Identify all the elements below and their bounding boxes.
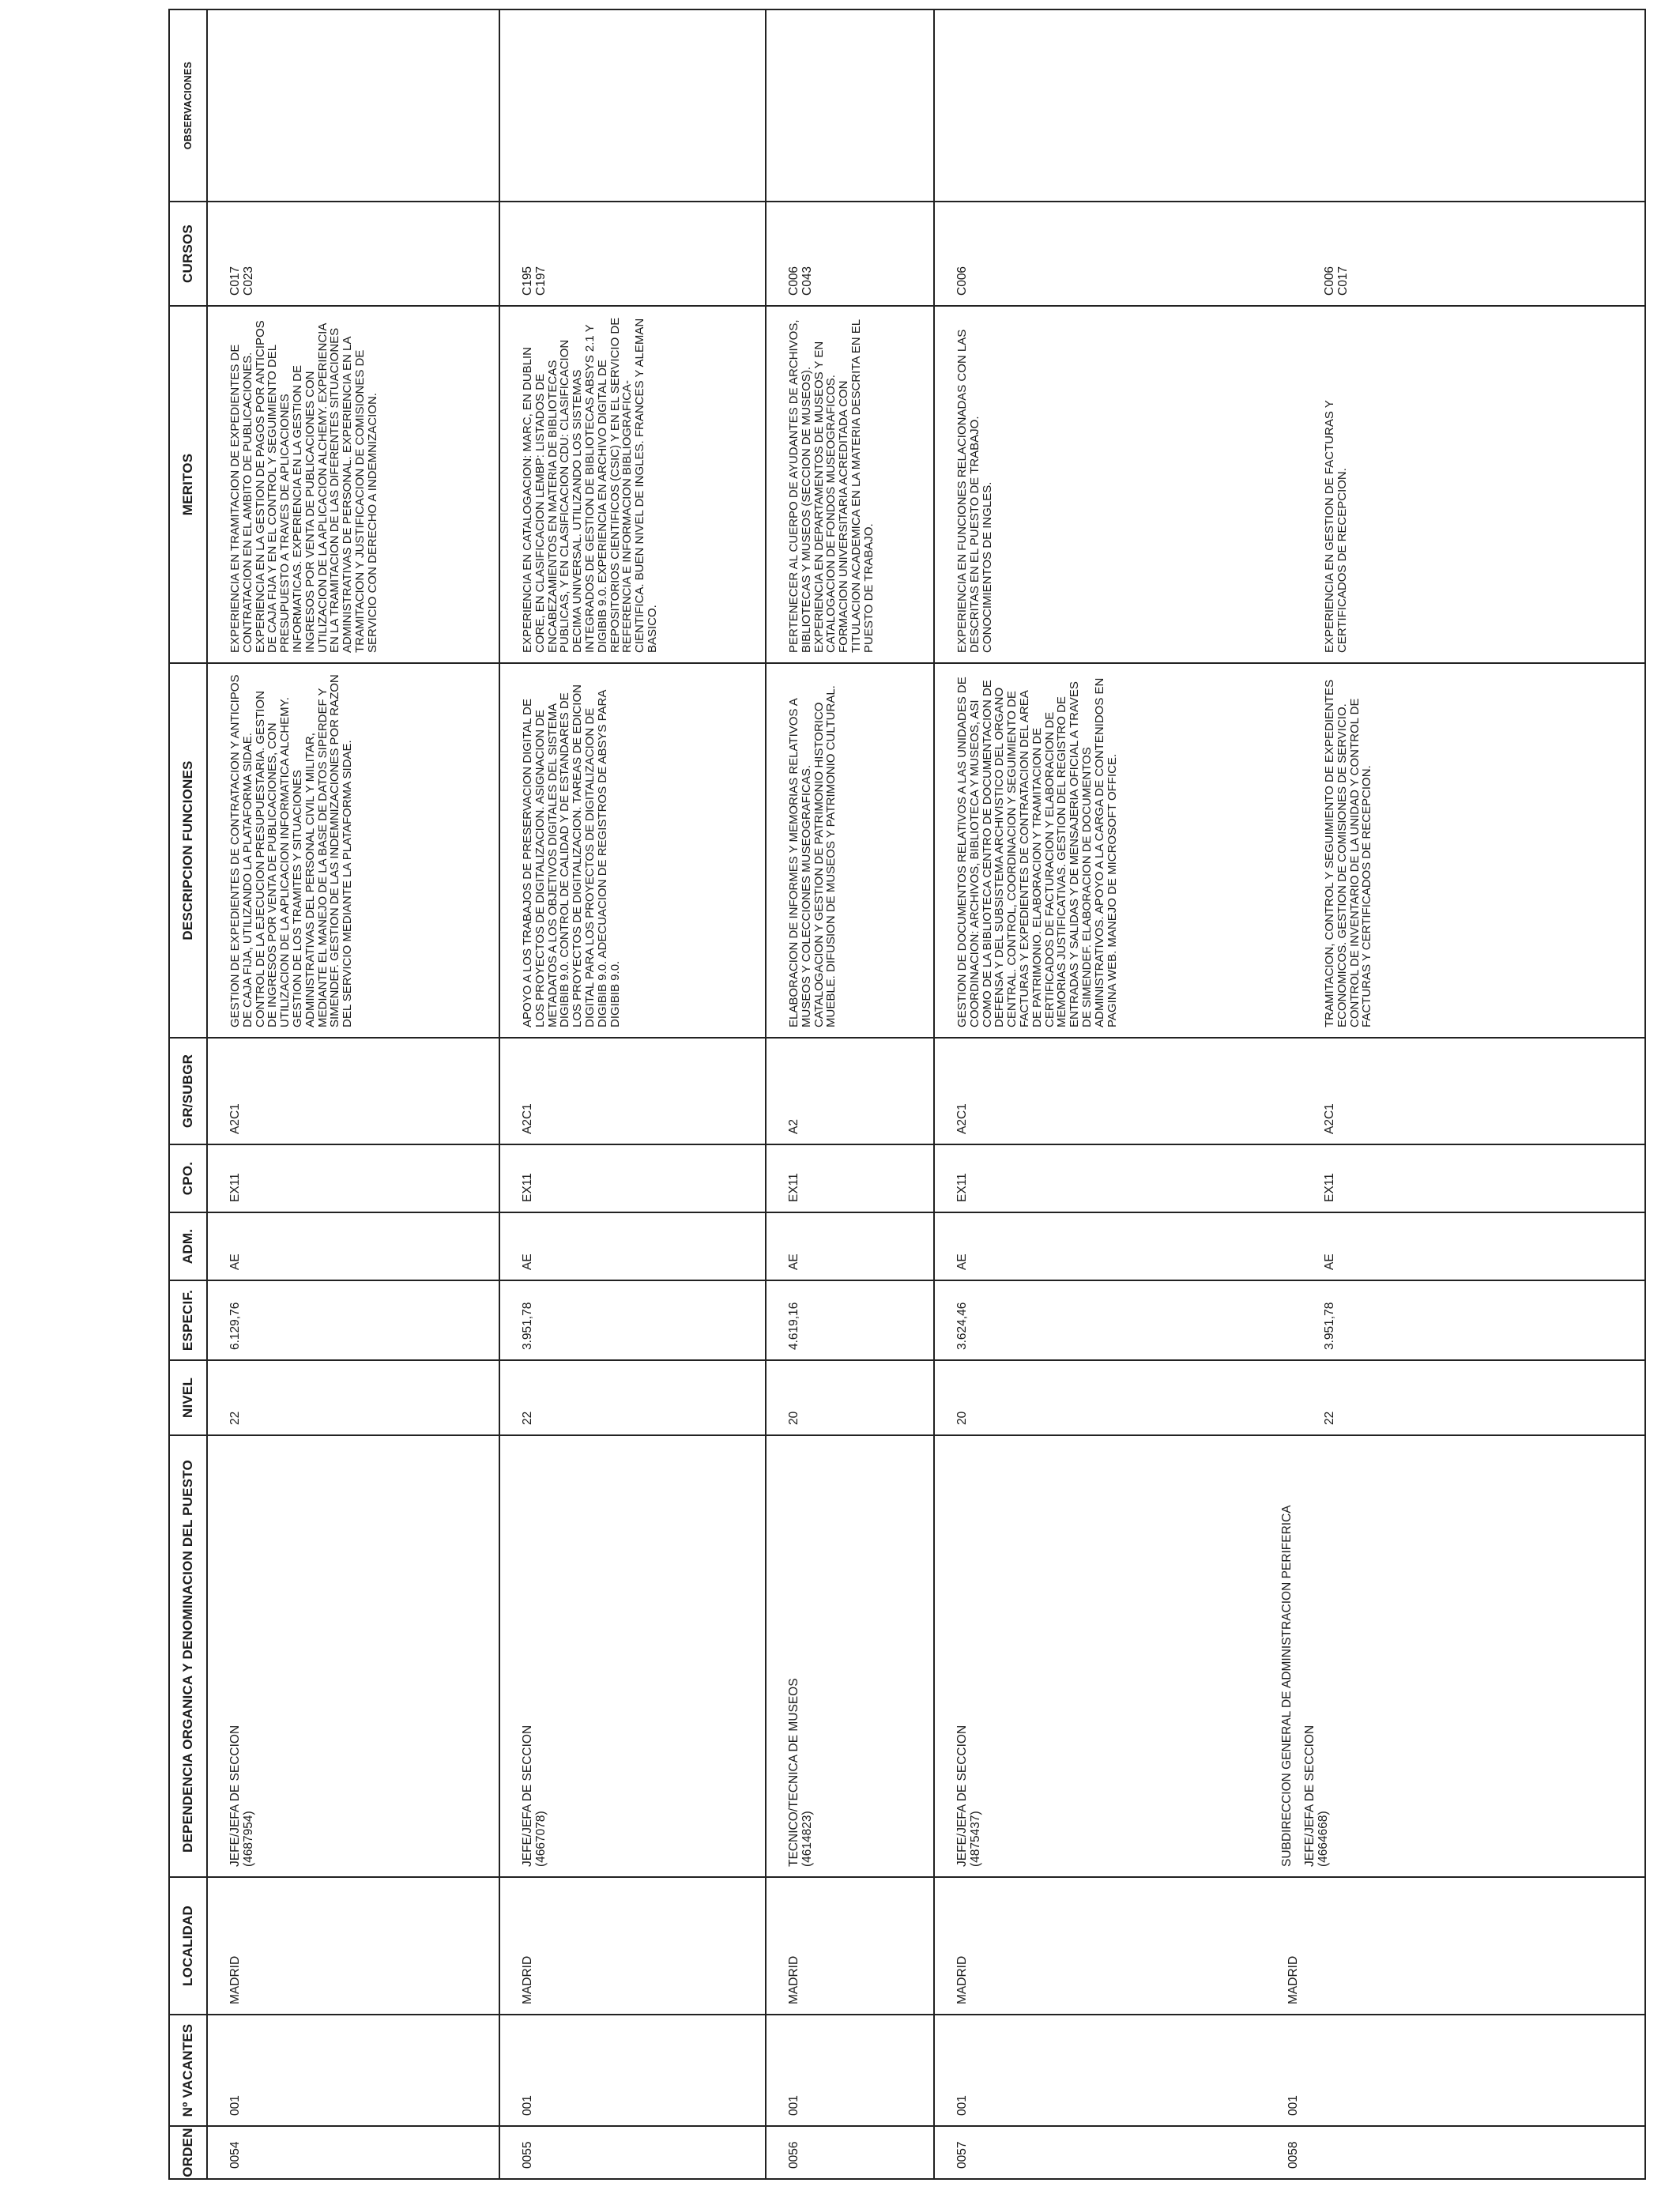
cell-adm: AE bbox=[521, 1253, 534, 1270]
header-observaciones: OBSERVACIONES bbox=[169, 9, 207, 202]
cell-nivel: 20 bbox=[787, 1411, 800, 1425]
cell-orden: 0055 bbox=[521, 2141, 534, 2169]
cell-nivel: 20 bbox=[955, 1411, 969, 1425]
header-cursos: CURSOS bbox=[169, 202, 207, 306]
cell-cursos bbox=[208, 202, 262, 305]
cell-cpo: EX11 bbox=[1323, 1173, 1336, 1202]
header-grupo: GR/SUBGR bbox=[169, 1038, 207, 1144]
header-meritos: MERITOS bbox=[169, 306, 207, 663]
cell-especif: 4.619,16 bbox=[787, 1302, 800, 1350]
cell-puesto: JEFE/JEFA DE SECCION bbox=[955, 1725, 969, 1867]
cell-dependencia bbox=[935, 1436, 989, 1876]
curso-code: C017 bbox=[228, 266, 242, 296]
cell-cpo: EX11 bbox=[228, 1173, 242, 1202]
cell-dependencia bbox=[1294, 1436, 1336, 1876]
cell-localidad: MADRID bbox=[228, 1955, 242, 2004]
cell-codigo: (4875437) bbox=[968, 1811, 982, 1867]
table-row bbox=[766, 9, 934, 2179]
cell-nivel: 22 bbox=[1323, 1411, 1336, 1425]
cell-nivel: 22 bbox=[228, 1411, 242, 1425]
cell-especif: 3.624,46 bbox=[955, 1302, 969, 1350]
cell-cpo: EX11 bbox=[955, 1173, 969, 1202]
cell-observaciones bbox=[1266, 10, 1294, 201]
cell-puesto: TECNICO/TECNICA DE MUSEOS bbox=[787, 1678, 800, 1867]
cell-observaciones bbox=[208, 10, 235, 201]
cell-vacantes: 001 bbox=[787, 2095, 800, 2116]
rotated-table-wrapper bbox=[168, 10, 1646, 2180]
header-cpo: CPO. bbox=[169, 1144, 207, 1212]
cell-dependencia bbox=[208, 1436, 262, 1876]
cell-orden: 0058 bbox=[1286, 2141, 1300, 2169]
cell-meritos: EXPERIENCIA EN TRAMITACION DE EXPEDIENTES DE CONTRATACION EN EL AMBITO DE PUBLICACIONES. EXPERIENCIA EN LA GESTION DE PAGOS POR ANTICIPOS DE CAJA FIJA Y EN EL CONTROL Y SEGUIMIENTO DEL PRESUPUESTO A TRAVES DE APLICACIONES INFORMATICAS. EXPERIENCIA EN LA GESTION DE INGRESOS POR VENTA DE PUBLICACIONES CON UTILIZACION DE LA APLICACION ALCHEMY. EXPERIENCIA EN LA TRAMITACION DE LAS DIFERENTES SITUACIONES ADMINISTRATIVAS DE PERSONAL. EXPERIENCIA EN LA TRAMITACION Y JUSTIFICACION DE COMISIONES DE SERVICIO CON DERECHO A INDEMNIZACION. bbox=[228, 320, 379, 653]
cell-dependencia bbox=[500, 1436, 554, 1876]
table-row bbox=[934, 9, 1266, 2179]
cell-adm: AE bbox=[787, 1253, 800, 1270]
cell-localidad: MADRID bbox=[787, 1955, 800, 2004]
cell-localidad: MADRID bbox=[1286, 1955, 1300, 2004]
cell-grupo: A2C1 bbox=[1323, 1103, 1336, 1134]
cell-cpo: EX11 bbox=[787, 1173, 800, 1202]
curso-code: C197 bbox=[533, 266, 548, 296]
cell-grupo: A2 bbox=[787, 1119, 800, 1134]
curso-code: C043 bbox=[800, 266, 814, 296]
cell-puesto: JEFE/JEFA DE SECCION bbox=[521, 1725, 534, 1867]
header-funciones: DESCRIPCION FUNCIONES bbox=[169, 663, 207, 1038]
section-heading: SUBDIRECCION GENERAL DE ADMINISTRACION PERIFERICA bbox=[1280, 1505, 1294, 1867]
header-row bbox=[169, 9, 207, 2179]
header-orden: ORDEN bbox=[169, 2126, 207, 2179]
header-especif: ESPECIF. bbox=[169, 1280, 207, 1360]
curso-code: C195 bbox=[521, 266, 534, 296]
cell-cpo: EX11 bbox=[521, 1173, 534, 1202]
cell-vacantes: 001 bbox=[521, 2095, 534, 2116]
cell-nivel: 22 bbox=[521, 1411, 534, 1425]
header-adm: ADM. bbox=[169, 1212, 207, 1280]
cell-observaciones bbox=[935, 10, 962, 201]
cell-vacantes: 001 bbox=[228, 2095, 242, 2116]
cell-cursos bbox=[1266, 202, 1356, 305]
cell-meritos: EXPERIENCIA EN FUNCIONES RELACIONADAS CON LAS DESCRITAS EN EL PUESTO DE TRABAJO. CONOCIMIENTOS DE INGLES. bbox=[955, 329, 994, 653]
cell-localidad: MADRID bbox=[955, 1955, 969, 2004]
cell-adm: AE bbox=[955, 1253, 969, 1270]
cell-cursos bbox=[767, 202, 820, 305]
cell-vacantes: 001 bbox=[1286, 2095, 1300, 2116]
cell-puesto: JEFE/JEFA DE SECCION bbox=[228, 1725, 242, 1867]
cell-grupo: A2C1 bbox=[521, 1103, 534, 1134]
cell-localidad: MADRID bbox=[521, 1955, 534, 2004]
header-localidad: LOCALIDAD bbox=[169, 1877, 207, 2015]
cell-funciones: APOYO A LOS TRABAJOS DE PRESERVACION DIGITAL DE LOS PROYECTOS DE DIGITALIZACION. ASIGNACION DE METADATOS A LOS OBJETIVOS DIGITALES DEL SISTEMA DIGIBIB 9.0. CONTROL DE CALIDAD Y DE ESTANDARES DE LOS PROYECTOS DE DIGITALIZACION. TAREAS DE EDICION DIGITAL PARA LOS PROYECTOS DE DIGITALIZACION DE DIGIBIB 9.0. ADECUACION DE REGISTROS DE ABSYS PARA DIGIBIB 9.0. bbox=[521, 684, 622, 1027]
cell-meritos: EXPERIENCIA EN CATALOGACION: MARC, EN DUBLIN CORE, EN CLASIFICACION LEMBP: LISTADOS DE ENCABEZAMIENTOS EN MATERIA DE BIBLIOTECAS PUBLICAS, Y EN CLASIFICACION CDU: CLASIFICACION DECIMA UNIVERSAL. UTILIZANDO LOS SISTEMAS INTEGRADOS DE GESTION DE BIBLIOTECAS ABSYS 2.1 Y DIGIBIB 9.0. EXPERIENCIA EN ARCHIVO DIGITAL DE REPOSITORIOS CIENTIFICOS (CSIC) Y EN EL SERVICIO DE REFERENCIA E INFORMACION BIBLIOGRAFICA-CIENTIFICA. BUEN NIVEL DE INGLES. FRANCES Y ALEMAN BASICO. bbox=[521, 317, 659, 653]
cell-especif: 3.951,78 bbox=[521, 1302, 534, 1350]
cell-cursos bbox=[500, 202, 554, 305]
cell-codigo: (4667078) bbox=[533, 1811, 548, 1867]
curso-code: C023 bbox=[241, 266, 255, 296]
cell-dependencia bbox=[767, 1436, 820, 1876]
cell-grupo: A2C1 bbox=[228, 1103, 242, 1134]
cell-cursos bbox=[935, 202, 976, 305]
header-nivel: NIVEL bbox=[169, 1360, 207, 1435]
cell-observaciones bbox=[767, 10, 794, 201]
cell-puesto: JEFE/JEFA DE SECCION bbox=[1303, 1725, 1317, 1867]
table-row bbox=[1266, 9, 1645, 2179]
cell-grupo: A2C1 bbox=[955, 1103, 969, 1134]
cell-orden: 0057 bbox=[955, 2141, 969, 2169]
cell-codigo: (4614823) bbox=[800, 1811, 814, 1867]
cell-codigo: (4687954) bbox=[241, 1811, 255, 1867]
cell-funciones: GESTION DE DOCUMENTOS RELATIVOS A LAS UNIDADES DE COORDINACION: ARCHIVOS, BIBLIOTECA Y MUSEOS, ASI COMO DE LA BIBLIOTECA CENTRO DE DOCUMENTACION DE DEFENSA Y DEL SUBSISTEMA ARCHIVISTICO DEL ORGANO CENTRAL. CONTROL, COORDINACION Y SEGUIMIENTO DE FACTURAS Y EXPEDIENTES DE CONTRATACION DEL AREA DE PATRIMONIO. ELABORACION Y TRAMITACION DE CERTIFICADOS DE FACTURACION Y ELABORACION DE MEMORIAS JUSTIFICATIVAS. GESTION DEL REGISTRO DE ENTRADAS Y SALIDAS Y DE MENSAJERIA OFICIAL A TRAVES DE SIMENDEF. ELABORACION DE DOCUMENTOS ADMINISTRATIVOS. APOYO A LA CARGA DE CONTENIDOS EN PAGINA WEB. MANEJO DE MICROSOFT OFFICE. bbox=[955, 677, 1119, 1027]
cell-adm: AE bbox=[228, 1253, 242, 1270]
curso-code: C006 bbox=[787, 266, 800, 296]
header-vacantes: Nº VACANTES bbox=[169, 2015, 207, 2126]
cell-observaciones bbox=[500, 10, 528, 201]
table-row bbox=[207, 9, 499, 2179]
curso-code: C006 bbox=[1323, 266, 1336, 296]
cell-funciones: TRAMITACION, CONTROL Y SEGUIMIENTO DE EXPEDIENTES ECONOMICOS. GESTION DE COMISIONES DE SERVICIO. CONTROL DE INVENTARIO DE LA UNIDAD Y CONTROL DE FACTURAS Y CERTIFICADOS DE RECEPCION. bbox=[1323, 679, 1374, 1027]
cell-orden: 0054 bbox=[228, 2141, 242, 2169]
cell-adm: AE bbox=[1323, 1253, 1336, 1270]
curso-code: C006 bbox=[955, 266, 969, 296]
cell-codigo: (4664668) bbox=[1316, 1811, 1330, 1867]
cell-funciones: ELABORACION DE INFORMES Y MEMORIAS RELATIVOS A MUSEOS Y COLECCIONES MUSEOGRAFICAS. CATALOGACION Y GESTION DE PATRIMONIO HISTORICO MUEBLE. DIFUSION DE MUSEOS Y PATRIMONIO CULTURAL. bbox=[787, 685, 838, 1027]
table-row bbox=[499, 9, 766, 2179]
cell-meritos: EXPERIENCIA EN GESTION DE FACTURAS Y CERTIFICADOS DE RECEPCION. bbox=[1323, 400, 1349, 653]
cell-especif: 6.129,76 bbox=[228, 1302, 242, 1350]
header-dependencia: DEPENDENCIA ORGANICA Y DENOMINACION DEL PUESTO bbox=[169, 1435, 207, 1877]
cell-orden: 0056 bbox=[787, 2141, 800, 2169]
cell-especif: 3.951,78 bbox=[1323, 1302, 1336, 1350]
cell-meritos: PERTENECER AL CUERPO DE AYUDANTES DE ARCHIVOS, BIBLIOTECAS Y MUSEOS (SECCION DE MUSEOS). EXPERIENCIA EN DEPARTAMENTOS DE MUSEOS Y EN CATALOGACION DE FONDOS MUSEOGRAFICOS. FORMACION UNIVERSITARIA ACREDITADA CON TITULACION ACADEMICA EN LA MATERIA DESCRITA EN EL PUESTO DE TRABAJO. bbox=[787, 319, 876, 653]
curso-code: C017 bbox=[1335, 266, 1350, 296]
cell-funciones: GESTION DE EXPEDIENTES DE CONTRATACION Y ANTICIPOS DE CAJA FIJA, UTILIZANDO LA PLATAFORMA SIDAE. CONTROL DE LA EJECUCION PRESUPUESTARIA. GESTION DE INGRESOS POR VENTA DE PUBLICACIONES, CON UTILIZACION DE LA APLICACION INFORMATICA ALCHEMY. GESTION DE LOS TRAMITES Y SITUACIONES ADMINISTRATIVAS DEL PERSONAL CIVIL Y MILITAR, MEDIANTE EL MANEJO DE LA BASE DE DATOS SIPERDEF Y SIMENDEF. GESTION DE LAS INDEMNIZACIONES POR RAZON DEL SERVICIO MEDIANTE LA PLATAFORMA SIDAE. bbox=[228, 674, 355, 1027]
vacancies-table bbox=[168, 9, 1646, 2180]
cell-vacantes: 001 bbox=[955, 2095, 969, 2116]
